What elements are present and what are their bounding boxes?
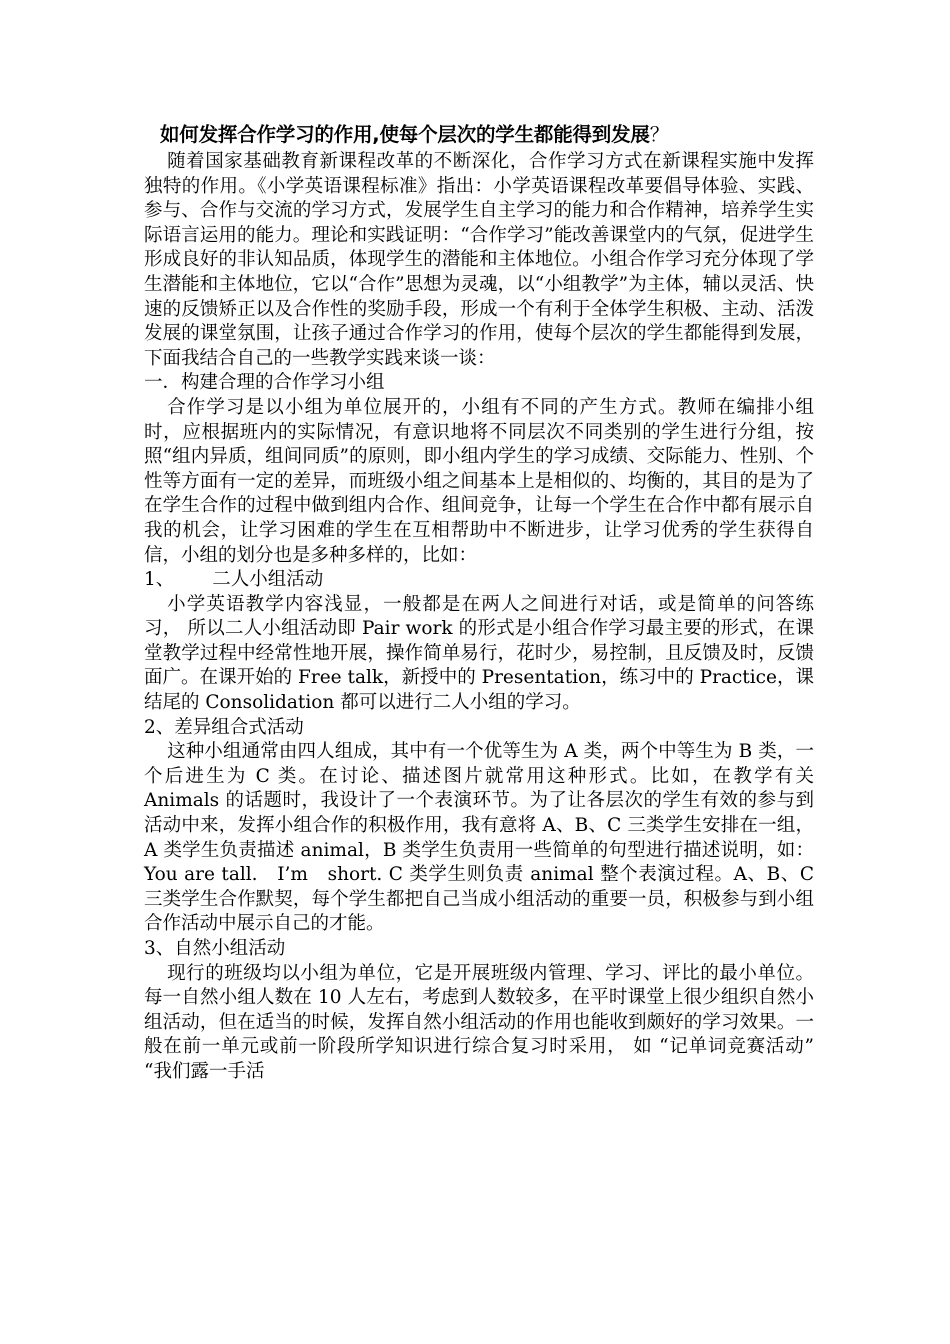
- document-body: [144, 120, 814, 1085]
- section1-heading: 一．构建合理的合作学习小组: [144, 372, 385, 394]
- document-title: [144, 120, 814, 150]
- item1-number: 1、: [144, 569, 175, 591]
- item1-paragraph: 小学英语教学内容浅显，一般都是在两人之间进行对话，或是简单的问答练习， 所以二人小组活动即 Pair work 的形式是小组合作学习最主要的形式，在课堂教学过程中经常性地开展，操作简单易行，花时少，易控制，且反馈及时，反馈面广。在课开始的 Free talk，新授中的 Presentation，练习中的 Practice，课结尾的 Consolidation 都可以进行二人小组的学习。: [144, 593, 814, 714]
- item1-heading: [144, 568, 814, 593]
- item1-heading-text: 二人小组活动: [212, 569, 324, 591]
- section1-paragraph: 合作学习是以小组为单位展开的，小组有不同的产生方式。教师在编排小组时，应根据班内的实际情况，有意识地将不同层次不同类别的学生进行分组，按照“组内异质，组间同质”的原则，即小组内学生的学习成绩、交际能力、性别、个性等方面有一定的差异，而班级小组之间基本上是相似的、均衡的，其目的是为了在学生合作的过程中做到组内合作、组间竞争，让每一个学生在合作中都有展示自我的机会，让学习困难的学生在互相帮助中不断进步，让学习优秀的学生获得自信，小组的划分也是多种多样的，比如：: [144, 396, 814, 566]
- title-text: 如何发挥合作学习的作用,使每个层次的学生都能得到发展: [160, 123, 650, 146]
- item2-paragraph: 这种小组通常由四人组成，其中有一个优等生为 A 类，两个中等生为 B 类，一个后进生为 C 类。在讨论、描述图片就常用这种形式。比如，在教学有关 Animals 的话题时，我设计了一个表演环节。为了让各层次的学生有效的参与到活动中来，发挥小组合作的积极作用，我有意将 A、B、C 三类学生安排在一组，A 类学生负责描述 animal，B 类学生负责用一些简单的句型进行描述说明，如：You are tall. I’m short. C 类学生则负责 animal 整个表演过程。A、B、C 三类学生合作默契，每个学生都把自己当成小组活动的重要一员，积极参与到小组合作活动中展示自己的才能。: [144, 741, 814, 935]
- title-question-mark: ？: [649, 123, 670, 146]
- item3-heading: 3、自然小组活动: [144, 938, 286, 959]
- item2-heading: 2、差异组合式活动: [144, 716, 304, 738]
- item3-paragraph: 现行的班级均以小组为单位，它是开展班级内管理、学习、评比的最小单位。每一自然小组人数在 10 人左右，考虑到人数较多，在平时课堂上很少组织自然小组活动，但在适当的时候，发挥自然小组活动的作用也能收到颇好的学习效果。一般在前一单元或前一阶段所学知识进行综合复习时采用， 如 “记单词竞赛活动” “我们露一手活: [144, 962, 814, 1082]
- intro-paragraph: 随着国家基础教育新课程改革的不断深化，合作学习方式在新课程实施中发挥独特的作用。《小学英语课程标准》指出：小学英语课程改革要倡导体验、实践、参与、合作与交流的学习方式，发展学生自主学习的能力和合作精神，培养学生实际语言运用的能力。理论和实践证明：“合作学习”能改善课堂内的气氛，促进学生形成良好的非认知品质，体现学生的潜能和主体地位。小组合作学习充分体现了学生潜能和主体地位，它以“合作”思想为灵魂，以“小组教学”为主体，辅以灵活、快速的反馈矫正以及合作性的奖励手段，形成一个有利于全体学生积极、主动、活泼发展的课堂氛围，让孩子通过合作学习的作用，使每个层次的学生都能得到发展，下面我结合自己的一些教学实践来谈一谈：: [144, 151, 814, 369]
